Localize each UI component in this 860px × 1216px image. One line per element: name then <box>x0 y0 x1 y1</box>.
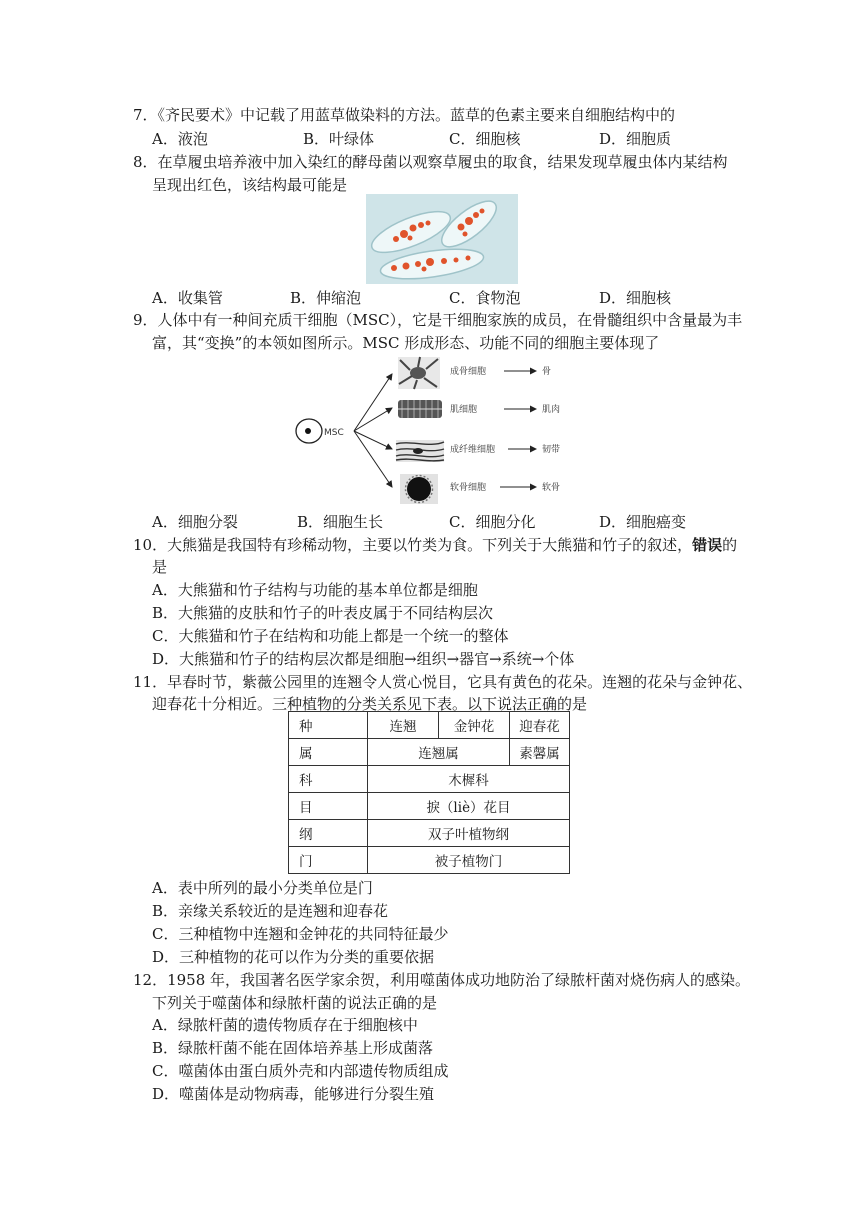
q11-stem-line2: 迎春花十分相近。三种植物的分类关系见下表。以下说法正确的是 <box>152 695 588 713</box>
q11-option-c: C．三种植物中连翘和金钟花的共同特征最少 <box>152 925 449 943</box>
q8-option-c: C．食物泡 <box>449 289 521 307</box>
family-value: 木樨科 <box>368 766 570 793</box>
q9-stem <box>133 310 742 330</box>
q9-stem-line2: 富，其“变换”的本领如图所示。MSC 形成形态、功能不同的细胞主要体现了 <box>152 334 660 352</box>
species-label: 种 <box>289 712 368 739</box>
table-row-class <box>289 820 570 847</box>
q10-stem-a: 大熊猫是我国特有珍稀动物，主要以竹类为食。下列关于大熊猫和竹子的叙述， <box>167 536 693 554</box>
fibroblast-label: 成纤维细胞 <box>450 445 496 455</box>
q9-stem-line1: 人体中有一种间充质干细胞（MSC），它是干细胞家族的成员，在骨髓组织中含量最为丰 <box>157 311 743 329</box>
class-label: 纲 <box>289 820 368 847</box>
osteocyte-icon <box>398 357 440 389</box>
muscle-cell-label: 肌细胞 <box>450 405 478 415</box>
q11-stem <box>133 672 752 692</box>
q10-option-c: C．大熊猫和竹子在结构和功能上都是一个统一的整体 <box>152 627 509 645</box>
q9-option-c: C．细胞分化 <box>449 513 536 531</box>
q10-number: 10． <box>133 536 168 554</box>
q9-option-b: B．细胞生长 <box>297 513 384 531</box>
phylum-value: 被子植物门 <box>368 847 570 874</box>
genus-label: 属 <box>289 739 368 766</box>
classification-table <box>288 711 570 874</box>
q12-option-a: A．绿脓杆菌的遗传物质存在于细胞核中 <box>152 1016 418 1034</box>
class-value: 双子叶植物纲 <box>368 820 570 847</box>
q8-number: 8． <box>133 153 158 171</box>
q12-number: 12． <box>133 971 168 989</box>
q10-option-b: B．大熊猫的皮肤和竹子的叶表皮属于不同结构层次 <box>152 604 494 622</box>
family-label: 科 <box>289 766 368 793</box>
q11-option-d: D．三种植物的花可以作为分类的重要依据 <box>152 948 435 966</box>
chondrocyte-label: 软骨细胞 <box>450 483 487 493</box>
q12-option-b: B．绿脓杆菌不能在固体培养基上形成菌落 <box>152 1039 434 1057</box>
q7-option-b: B．叶绿体 <box>303 130 375 148</box>
q8-option-a: A．收集管 <box>152 289 223 307</box>
phylum-label: 门 <box>289 847 368 874</box>
q9-option-d: D．细胞癌变 <box>599 513 687 531</box>
table-row-phylum <box>289 847 570 874</box>
q11-option-b: B．亲缘关系较近的是连翘和迎春花 <box>152 902 389 920</box>
bone-label: 骨 <box>542 367 552 377</box>
q12-stem-line1: 1958 年，我国著名医学家余贺，利用噬菌体成功地防治了绿脓杆菌对烧伤病人的感染。 <box>167 971 751 989</box>
muscle-label: 肌肉 <box>542 405 561 415</box>
q8-stem <box>133 152 728 172</box>
table-row-family <box>289 766 570 793</box>
q7-stem-line1: 《齐民要术》中记载了用蓝草做染料的方法。蓝草的色素主要来自细胞结构中的 <box>157 106 676 124</box>
q12-stem-line2: 下列关于噬菌体和绿脓杆菌的说法正确的是 <box>152 994 438 1012</box>
ligament-label: 韧带 <box>542 445 561 455</box>
q10-stem-c: 是 <box>152 558 168 576</box>
species-yingchunhua: 迎春花 <box>510 712 570 739</box>
q7-option-a: A．液泡 <box>152 130 208 148</box>
table-row-order <box>289 793 570 820</box>
chondrocyte-icon <box>400 474 438 504</box>
msc-label: MSC <box>324 428 344 438</box>
q11-option-a: A．表中所列的最小分类单位是门 <box>152 879 373 897</box>
cartilage-label: 软骨 <box>542 483 561 493</box>
order-value: 捩（liè）花目 <box>368 793 570 820</box>
q12-option-c: C．噬菌体由蛋白质外壳和内部遗传物质组成 <box>152 1062 449 1080</box>
muscle-fiber-icon <box>398 400 442 418</box>
q7-option-d: D．细胞质 <box>599 130 672 148</box>
q9-option-a: A．细胞分裂 <box>152 513 238 531</box>
fibroblast-icon <box>396 440 444 462</box>
osteoblast-label: 成骨细胞 <box>450 367 487 377</box>
q10-option-d: D．大熊猫和竹子的结构层次都是细胞→组织→器官→系统→个体 <box>152 650 575 668</box>
q8-stem-line2: 呈现出红色，该结构最可能是 <box>152 176 348 194</box>
msc-differentiation-diagram <box>290 354 580 508</box>
genus-forsythia: 连翘属 <box>368 739 510 766</box>
q10-option-a: A．大熊猫和竹子结构与功能的基本单位都是细胞 <box>152 581 478 599</box>
q12-stem <box>133 970 750 990</box>
q11-stem-line1: 早春时节，紫薇公园里的连翘令人赏心悦目，它具有黄色的花朵。连翘的花朵与金钟花、 <box>167 673 753 691</box>
q7-option-c: C．细胞核 <box>449 130 521 148</box>
q10-stem <box>133 535 737 555</box>
genus-jasminum: 素馨属 <box>510 739 570 766</box>
q10-stem-bold: 错误 <box>692 536 723 554</box>
q9-number: 9． <box>133 311 158 329</box>
q11-number: 11． <box>133 673 168 691</box>
species-jinzhonghua: 金钟花 <box>439 712 510 739</box>
q10-stem-b: 的 <box>722 536 738 554</box>
q8-option-d: D．细胞核 <box>599 289 672 307</box>
q12-option-d: D．噬菌体是动物病毒，能够进行分裂生殖 <box>152 1085 435 1103</box>
q8-option-b: B．伸缩泡 <box>290 289 362 307</box>
table-row-genus <box>289 739 570 766</box>
q8-stem-line1: 在草履虫培养液中加入染红的酵母菌以观察草履虫的取食，结果发现草履虫体内某结构 <box>157 153 728 171</box>
table-row-species <box>289 712 570 739</box>
paramecium-micrograph <box>366 194 518 284</box>
order-label: 目 <box>289 793 368 820</box>
q7-stem <box>133 105 675 125</box>
species-lianqiao: 连翘 <box>368 712 439 739</box>
q7-number: 7． <box>133 106 158 124</box>
